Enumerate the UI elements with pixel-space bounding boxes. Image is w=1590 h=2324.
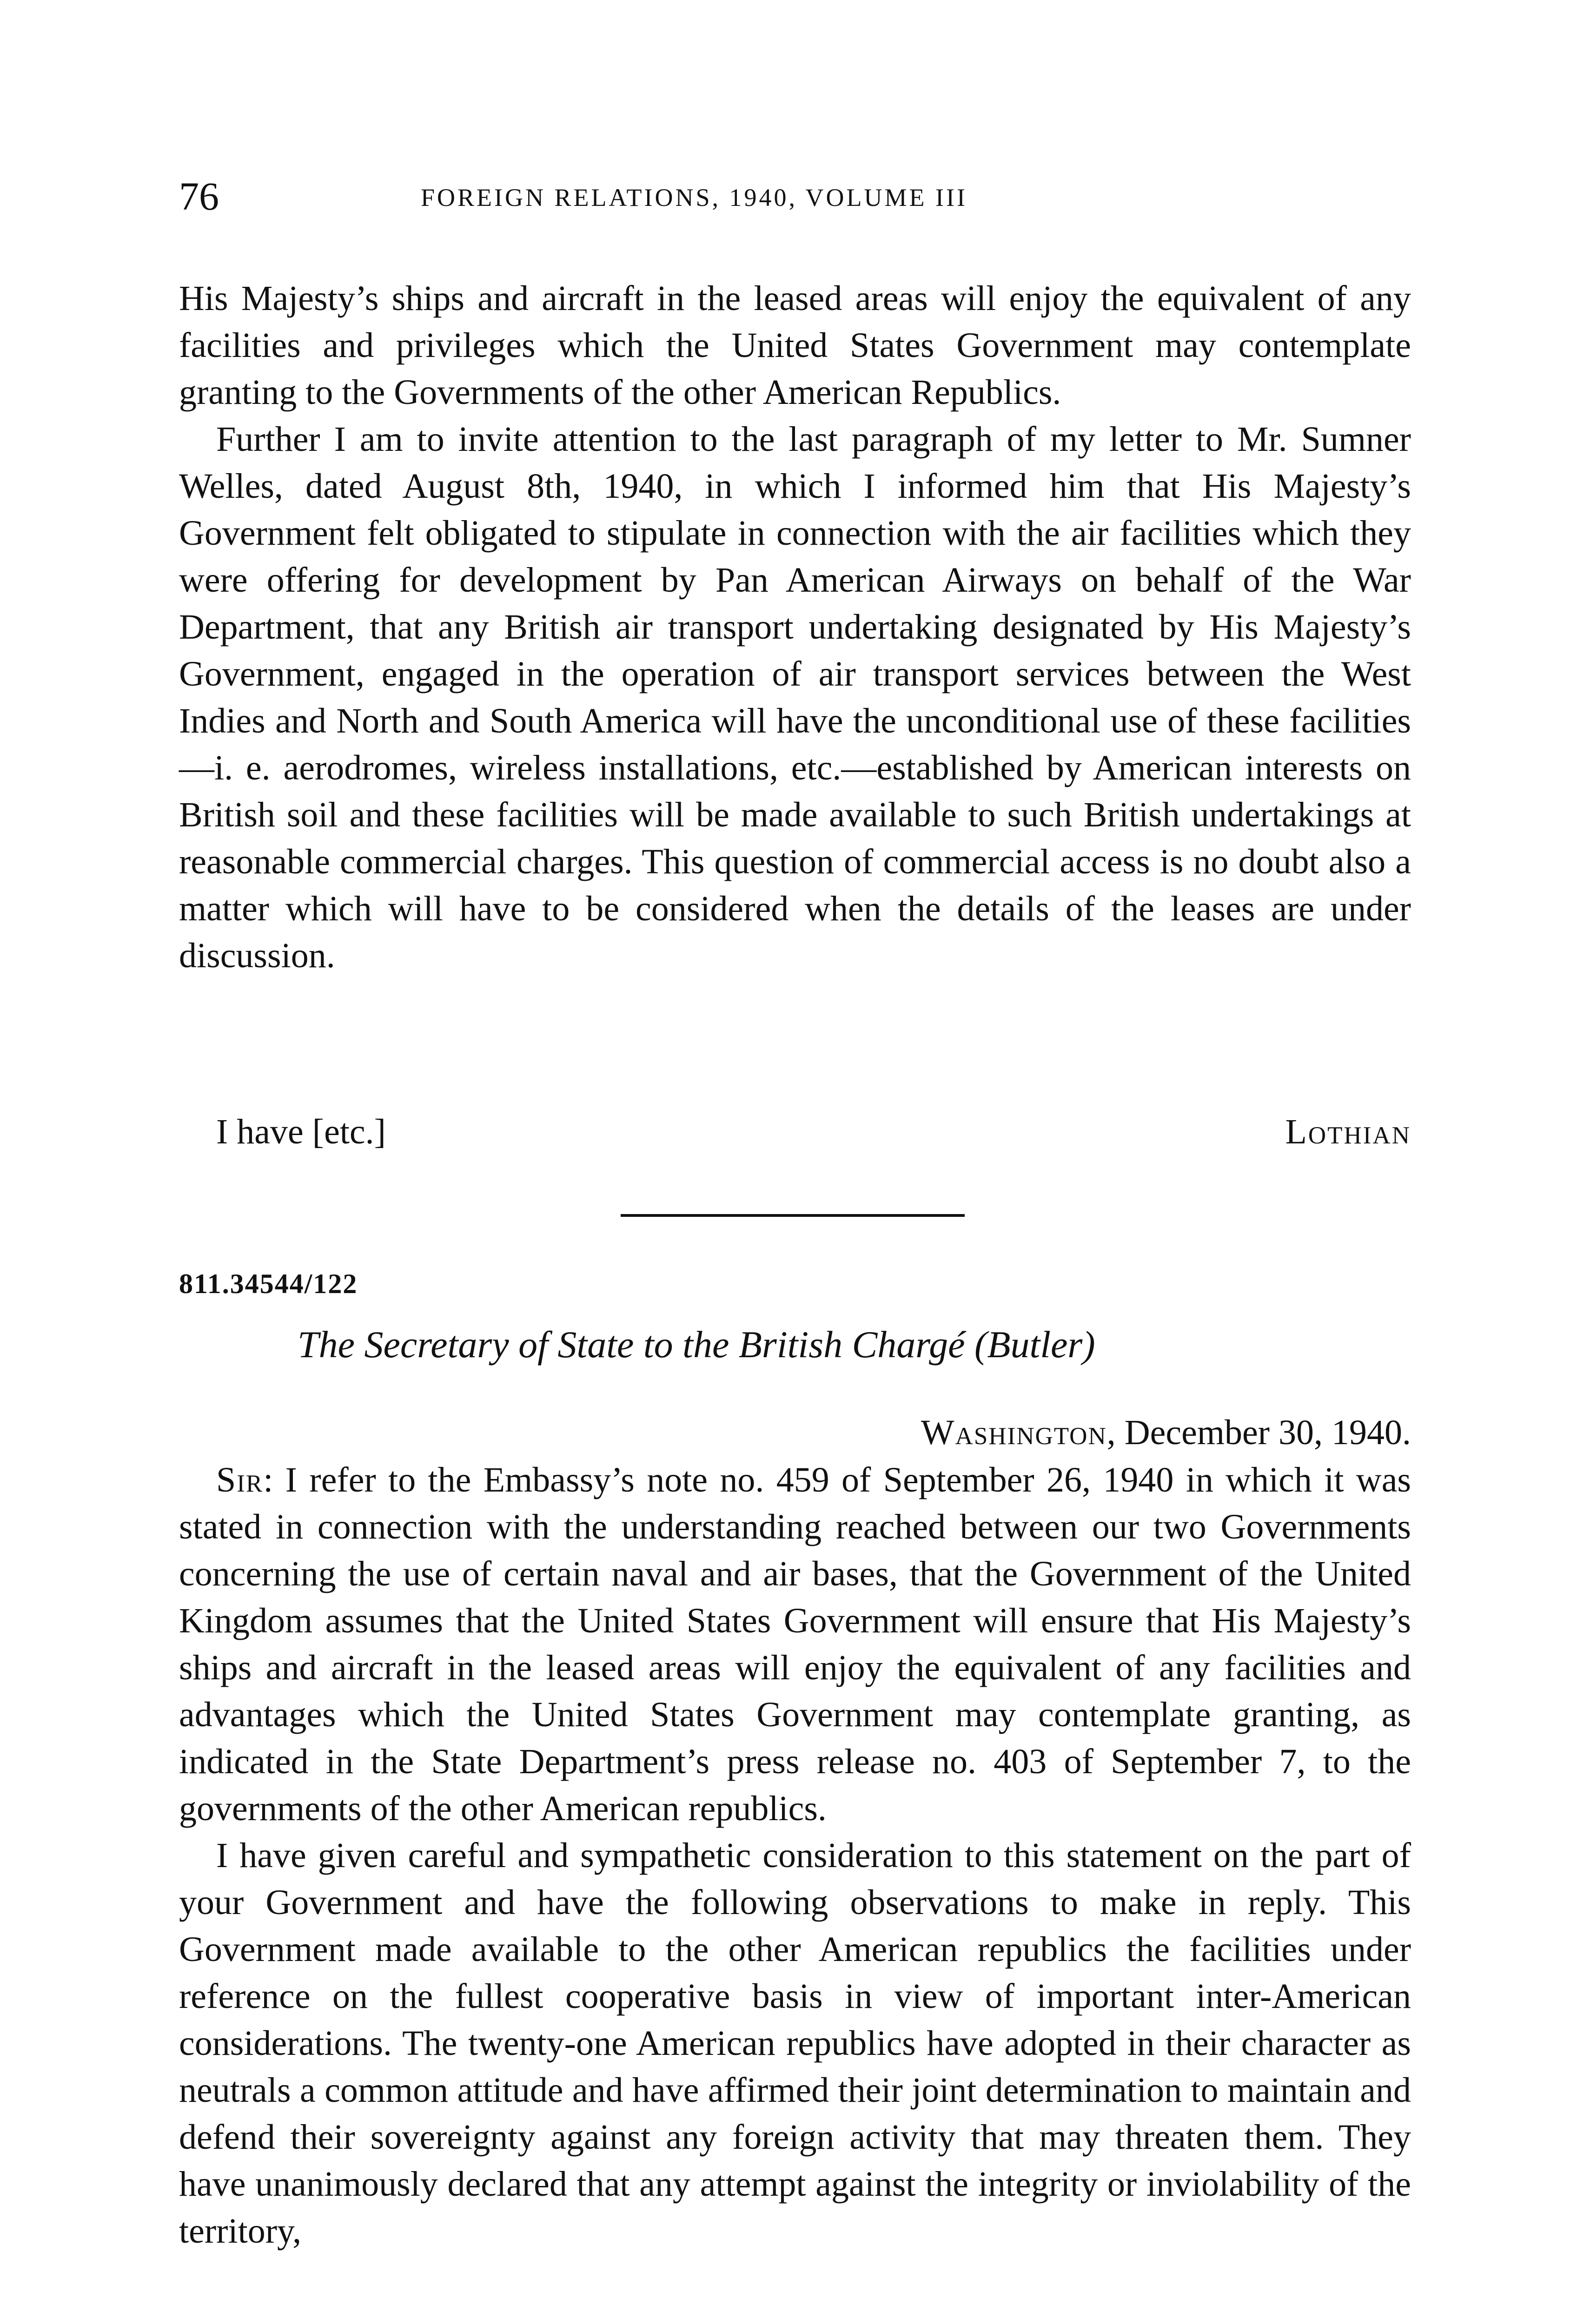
body-paragraph-1: His Majesty’s ships and aircraft in the leased areas will enjoy the equivalent of any facilities and privileges which the United States Government may contemplate granting to the Governments of the other American Republics. [179,279,1411,412]
salutation: Sir [216,1460,264,1499]
document-title: The Secretary of State to the British Chargé (Butler) [298,1323,1095,1366]
page-number: 76 [179,174,219,218]
letter-paragraph-1 [179,1457,1411,1832]
closing-phrase: I have [etc.] [216,1112,386,1151]
body-paragraph-2: Further I am to invite attention to the last paragraph of my letter to Mr. Sumner Welles, dated August 8th, 1940, in which I informed him that His Majesty’s Government felt obligated to stipulate in connection with the air facilities which they were offering for development by Pan American Airways on behalf of the War Department, that any British air transport undertaking designated by His Majesty’s Government, engaged in the operation of air transport services between the West Indies and North and South America will have the unconditional use of these facilities—i. e. aerodromes, wireless installations, etc.—established by American interests on British soil and these facilities will be made available to such British undertakings at reasonable commercial charges. This question of commercial access is no doubt also a matter which will have to be considered when the details of the leases are under discussion. [179,420,1411,975]
section-divider [621,1214,965,1217]
signature: Lothian [1285,1112,1411,1151]
letter-body [179,1457,1411,2255]
page-header [179,173,1411,224]
dateline [921,1409,1411,1456]
letter-paragraph-2: I have given careful and sympathetic consideration to this statement on the part of your Government and have the following observations to make in reply. This Government made available to the other American republics the facilities under reference on the fullest cooperative basis in view of important inter-American considerations. The twenty-one American republics have adopted in their character as neutrals a common attitude and have affirmed their joint determination to maintain and defend their sovereignty against any foreign activity that may threaten them. They have unanimously declared that any attempt against the integrity or inviolability of the territory, [179,1836,1411,2251]
letter-continuation [179,275,1411,979]
dateline-date: , December 30, 1940. [1106,1413,1411,1452]
dateline-place: Washington [921,1413,1107,1452]
file-number: 811.34544/122 [179,1268,358,1299]
running-title: FOREIGN RELATIONS, 1940, VOLUME III [421,184,967,211]
letter-paragraph-1-text: : I refer to the Embassy’s note no. 459 of September 26, 1940 in which it was stated in connection with the understanding reached between our two Governments concerning the use of certain naval and air bases, that the Government of the United Kingdom assumes that the United States Government will ensure that His Majesty’s ships and aircraft in the leased areas will enjoy the equivalent of any facilities and advantages which the United States Government may contemplate granting, as indicated in the State Department’s press release no. 403 of September 7, to the governments of the other American republics. [179,1460,1411,1828]
